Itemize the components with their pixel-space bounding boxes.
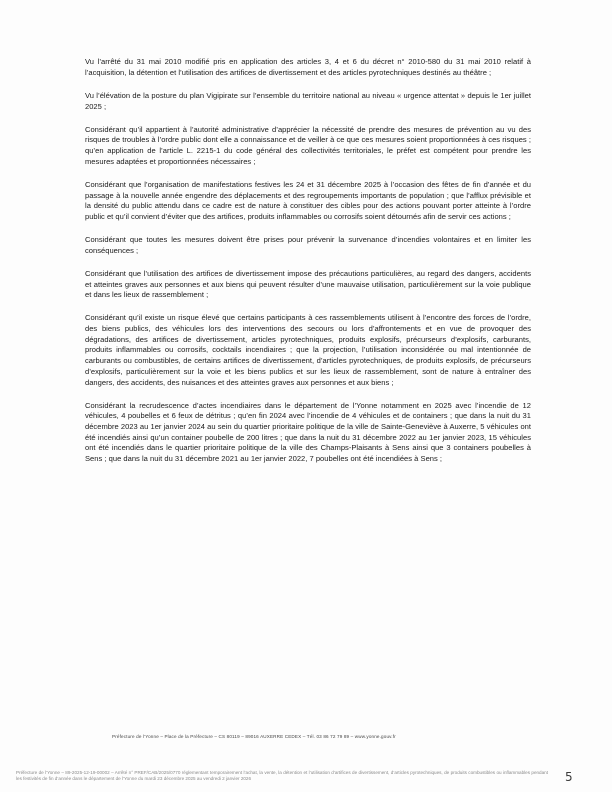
paragraph-considerant-artifices: Considérant que l’utilisation des artifices de divertissement impose des précautions particulières, au regard des dangers, accidents et atteintes graves aux personnes et aux biens qui peuvent résulter d’une mauvaise utilisation, particulièrement sur la voie publique et dans les lieux de rassemblement ; xyxy=(85,268,531,300)
paragraph-considerant-autorite: Considérant qu’il appartient à l’autorité administrative d’apprécier la nécessité de prendre des mesures de prévention au vu des risques de troubles à l’ordre public dont elle a connaissance et de veiller à ce que ces mesures soient proportionnées à ces risques ; qu’en application de l’article L. 2215-1 du code général des collectivités territoriales, le préfet est compétent pour prendre les mesures adaptées et proportionnées nécessaires ; xyxy=(85,124,531,166)
paragraph-arrete-2010: Vu l’arrêté du 31 mai 2010 modifié pris en application des articles 3, 4 et 6 du décret n° 2010-580 du 31 mai 2010 relatif à l’acquisition, la détention et l’utilisation des artifices de divertissement et des articles pyrotechniques destinés au théâtre ; xyxy=(85,57,531,77)
paragraph-considerant-manifestations: Considérant que l’organisation de manifestations festives les 24 et 31 décembre 2025 à l’occasion des fêtes de fin d’année et du passage à la nouvelle année engendre des déplacements et des regroupements importants de population ; que l’afflux prévisible et la densité du public attendu dans ce cadre est de nature à constituer des cibles pour des actions pouvant porter atteinte à l’ordre public et qu’il convient d’éviter que des artifices, produits inflammables ou corrosifs soient détournés afin de servir ces actions ; xyxy=(85,179,531,221)
page-number: 5 xyxy=(565,770,573,784)
prefecture-footer: Préfecture de l’Yonne – Place de la Préfecture – CS 80119 – 89016 AUXERRE CEDEX – Tél. 03 86 72 79 89 – www.yonne.gouv.fr xyxy=(112,734,396,739)
document-stamp: Préfecture de l’Yonne – 89-2025-12-19-00002 – Arrêté n° PREF/CAB/2025/0770 réglementant temporairement l’achat, la vente, la détention et l’utilisation d’artifices de divertissement, d’articles pyrotechniques, de produits combustibles ou inflammables pendant les festivités de fin d’année dans le département de l’Yonne du mardi 23 décembre 2025 au vendredi 2 janvier 2026 xyxy=(16,770,548,781)
document-body xyxy=(85,57,531,477)
paragraph-vigipirate: Vu l’élévation de la posture du plan Vigipirate sur l’ensemble du territoire national au niveau « urgence attentat » depuis le 1er juillet 2025 ; xyxy=(85,90,531,111)
paragraph-considerant-incendies: Considérant que toutes les mesures doivent être prises pour prévenir la survenance d’incendies volontaires et en limiter les conséquences ; xyxy=(85,235,531,255)
paragraph-considerant-risque: Considérant qu’il existe un risque élevé que certains participants à ces rassemblements utilisent à l’encontre des forces de l’ordre, des biens publics, des véhicules lors des interventions des secours ou lors d’affrontements et en vue de provoquer des dégradations, des artifices de divertissement, articles pyrotechniques, produits explosifs, précurseurs d’explosifs, carburants, produits inflammables ou corrosifs, cocktails incendiaires ; que la projection, l’utilisation inconsidérée ou mal intentionnée de carburants ou combustibles, de certains artifices de divertissement, d’articles pyrotechniques, de produits explosifs, de précurseurs d’explosifs, particulièrement sur la voie et les biens publics et sur les lieux de rassemblement, sont de nature à entraîner des dangers, des accidents, des nuisances et des atteintes graves aux personnes et aux biens ; xyxy=(85,313,531,387)
paragraph-considerant-recrudescence: Considérant la recrudescence d’actes incendiaires dans le département de l’Yonne notamment en 2025 avec l’incendie de 12 véhicules, 4 poubelles et 6 feux de détritus ; qu’en fin 2024 avec l’incendie de 4 véhicules et de containers ; que dans la nuit du 31 décembre 2023 au 1er janvier 2024 au sein du quartier prioritaire politique de la ville de Sainte-Geneviève à Auxerre, 5 véhicules ont été incendiés ainsi qu’un container poubelle de 200 litres ; que dans la nuit du 31 décembre 2022 au 1er janvier 2023, 15 véhicules ont été incendiés dans le quartier prioritaire politique de la ville des Champs-Plaisants à Sens ainsi que 3 containers poubelles à Sens ; que dans la nuit du 31 décembre 2021 au 1er janvier 2022, 7 poubelles ont été incendiées à Sens ; xyxy=(85,400,531,464)
